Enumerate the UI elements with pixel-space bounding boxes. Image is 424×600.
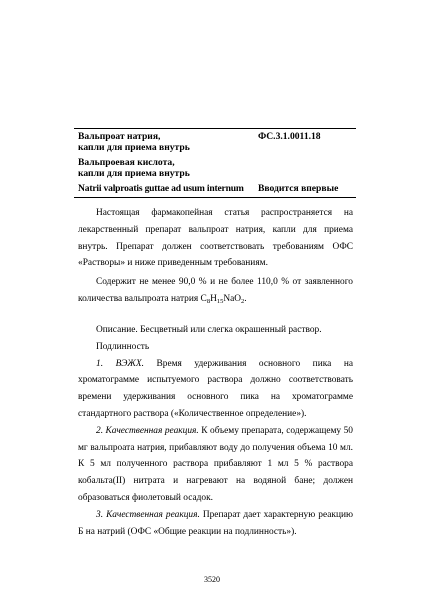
identity-item-1-label: 1. ВЭЖХ. xyxy=(96,358,144,369)
formula-h: H xyxy=(210,293,217,304)
identity-heading: Подлинность xyxy=(96,341,150,352)
identity-item-1-text: Время удерживания основного пика на хроматограмме испытуемого раствора должно соответствовать времени удерживания основного пика на хроматограмме стандартного раствора («Количественное определение»). xyxy=(78,358,353,419)
identity-item-2-text: К объему препарата, содержащему 50 мг вальпроата натрия, прибавляют воду до получения объема 10 мл. К 5 мл полученного раствора прибавляют 1 мл 5 % раствора кобальта(II) нитрата и нагревают на водяной бане; должен образоваться фиолетовый осадок. xyxy=(78,425,353,503)
formula-o-subscript: 2 xyxy=(241,297,245,305)
header-bottom-rule xyxy=(74,197,356,198)
formula-c-subscript: 8 xyxy=(206,297,211,305)
description-label: Описание. xyxy=(96,325,138,335)
content-paragraph xyxy=(78,274,353,311)
content-end: . xyxy=(244,293,247,304)
main-section xyxy=(78,322,353,540)
latin-name: Natrii valproatis guttae ad usum internum xyxy=(78,183,244,194)
drug-name-line2: капли для приема внутрь xyxy=(78,142,190,153)
description-paragraph xyxy=(78,322,353,339)
intro-section xyxy=(78,205,353,311)
identity-item-2-label: 2. Качественная реакция. xyxy=(96,425,199,436)
identity-item-3-text: Препарат дает характерную реакцию Б на натрий (ОФС «Общие реакции на подлинность»). xyxy=(78,509,353,537)
monograph-code: ФС.3.1.0011.18 xyxy=(258,131,321,142)
header-top-rule xyxy=(74,128,356,129)
drug-name-line1: Вальпроат натрия, xyxy=(78,131,161,142)
monograph-status: Вводится впервые xyxy=(258,183,339,194)
formula-h-subscript: 15 xyxy=(216,297,224,305)
synonym-line2: капли для приема внутрь xyxy=(78,168,190,179)
content-text: Содержит не менее 90,0 % и не более 110,0 % от заявленного количества вальпроата натрия C xyxy=(78,277,353,304)
formula-rest: NaO xyxy=(223,293,242,304)
page-number: 3520 xyxy=(204,575,220,584)
identity-item-2 xyxy=(78,423,353,507)
synonym-line1: Вальпроевая кислота, xyxy=(78,157,175,168)
identity-item-3 xyxy=(78,507,353,541)
identity-item-3-label: 3. Качественная реакция. xyxy=(96,509,200,520)
identity-item-1 xyxy=(78,356,353,423)
intro-paragraph: Настоящая фармакопейная статья распространяется на лекарственный препарат вальпроат натрия, капли для приема внутрь. Препарат должен соответствовать требованиям ОФС «Растворы» и ниже приведенным требованиям. xyxy=(78,208,353,269)
description-text: Бесцветный или слегка окрашенный раствор. xyxy=(137,325,322,335)
